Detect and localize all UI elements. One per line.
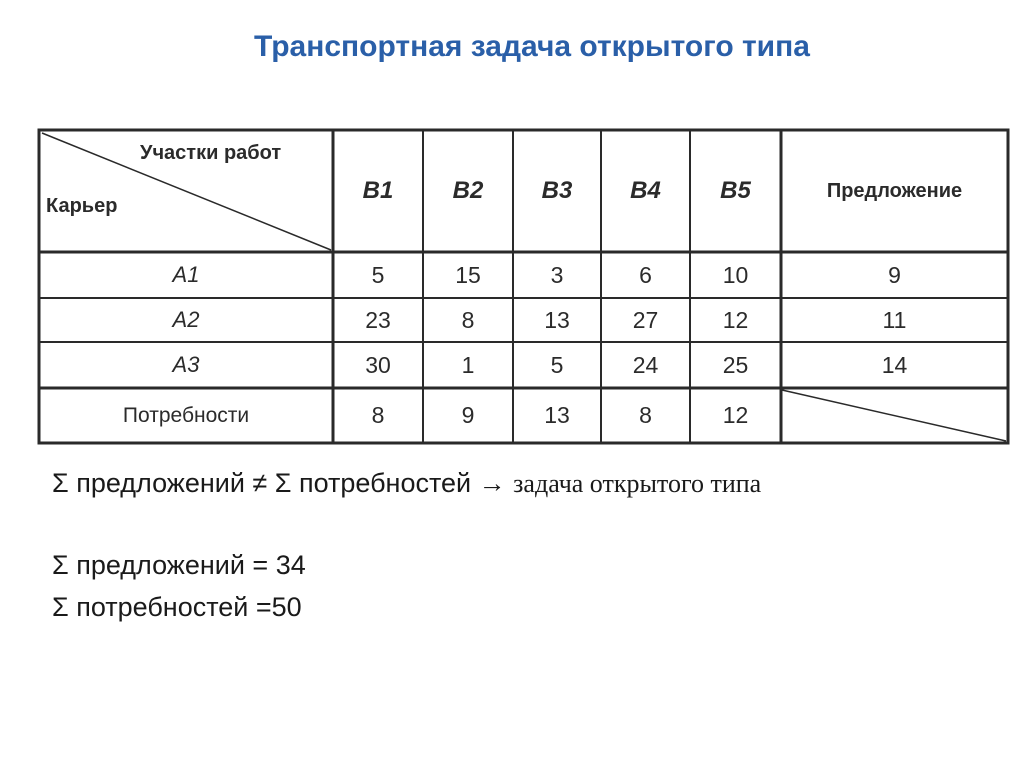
demand-cell: 12: [722, 402, 749, 428]
table-cell: 1: [461, 351, 475, 378]
col-header-supply: Предложение: [826, 179, 963, 202]
table-cell: 13: [544, 306, 570, 333]
inequality-line: [52, 468, 761, 499]
empty-cell-diagonal: [782, 390, 1006, 441]
col-header-b3: B3: [541, 177, 573, 204]
demand-cell: 9: [461, 402, 475, 428]
supply-cell: 11: [882, 306, 907, 333]
demand-sum: Σ потребностей =50: [52, 592, 302, 622]
demand-cell: 13: [544, 402, 570, 428]
supply-cell: 9: [888, 261, 901, 288]
table-cell: 6: [639, 261, 652, 288]
demand-cell: 8: [639, 402, 652, 428]
row-label-demand: Потребности: [122, 403, 250, 427]
corner-bottom-label: Карьер: [46, 194, 118, 217]
slide-title: Транспортная задача открытого типа: [254, 30, 810, 63]
conclusion-text: задача открытого типа: [513, 469, 762, 498]
corner-top-label: Участки работ: [140, 141, 282, 164]
row-label-a2: A2: [172, 307, 200, 332]
row-label-a3: A3: [172, 352, 200, 377]
table-cell: 30: [365, 351, 391, 378]
table-cell: 5: [550, 351, 564, 378]
table-cell: 8: [461, 306, 475, 333]
table-cell: 10: [722, 261, 749, 288]
table-cell: 3: [550, 261, 564, 288]
table-cell: 27: [632, 306, 659, 333]
col-header-b2: B2: [452, 177, 484, 204]
table-cell: 15: [455, 261, 481, 288]
row-label-a1: A1: [172, 262, 200, 287]
table-cell: 24: [632, 351, 659, 378]
table-cell: 23: [365, 306, 391, 333]
table-cell: 12: [722, 306, 749, 333]
demand-cell: 8: [371, 402, 385, 428]
col-header-b5: B5: [720, 177, 751, 204]
col-header-b4: B4: [630, 177, 661, 204]
supply-cell: 14: [881, 351, 908, 378]
col-header-b1: B1: [362, 177, 394, 204]
table-cell: 25: [722, 351, 749, 378]
supply-sum: Σ предложений = 34: [52, 550, 306, 580]
table-cell: 5: [371, 261, 385, 288]
inequality-text: Σ предложений ≠ Σ потребностей →: [52, 468, 506, 498]
